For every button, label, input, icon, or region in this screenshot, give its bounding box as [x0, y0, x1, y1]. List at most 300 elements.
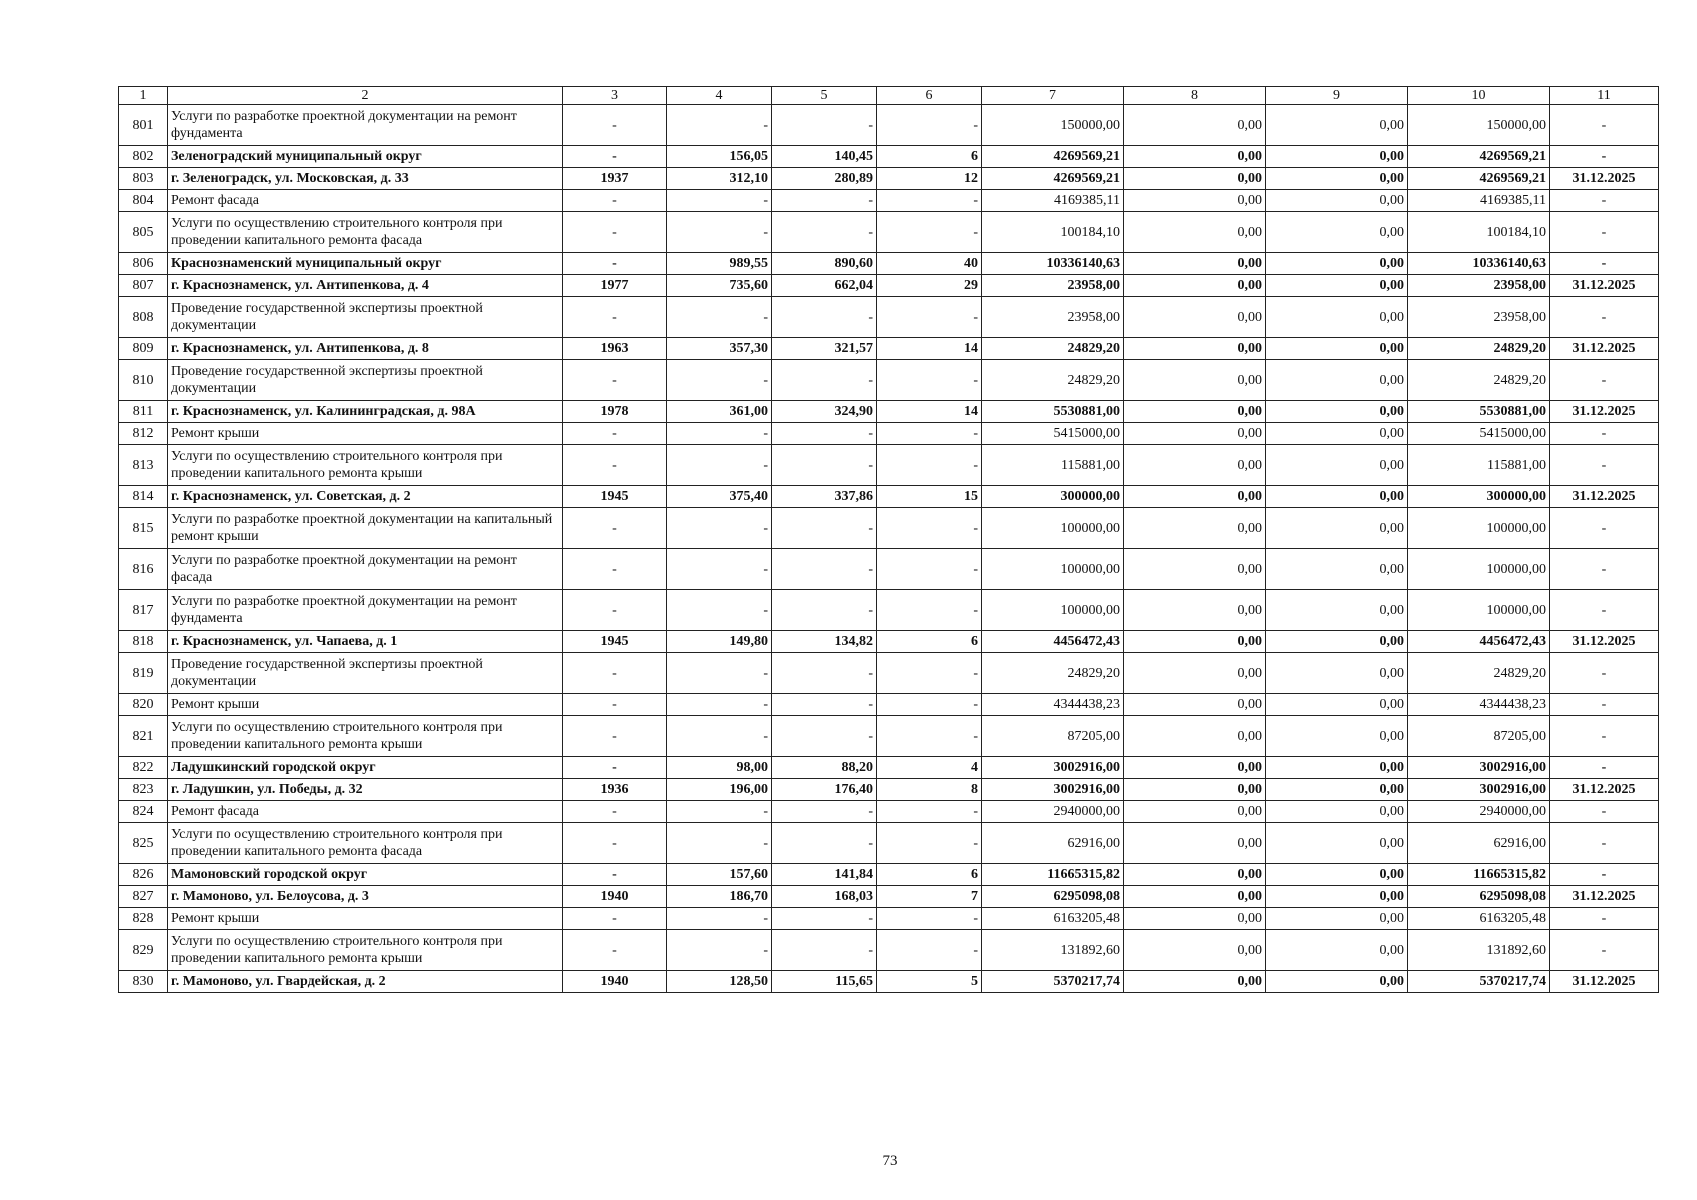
cell-col5: 176,40 [772, 779, 877, 801]
row-name: г. Ладушкин, ул. Победы, д. 32 [168, 779, 563, 801]
row-number: 827 [119, 886, 168, 908]
cell-col10: 2940000,00 [1408, 801, 1550, 823]
cell-col9: 0,00 [1266, 212, 1408, 253]
cell-deadline: 31.12.2025 [1550, 779, 1659, 801]
row-number: 821 [119, 716, 168, 757]
cell-col9: 0,00 [1266, 653, 1408, 694]
cell-col7: 5370217,74 [982, 971, 1124, 993]
row-number: 818 [119, 631, 168, 653]
cell-year: - [563, 146, 667, 168]
cell-col5: - [772, 823, 877, 864]
cell-col4: - [667, 694, 772, 716]
cell-deadline: - [1550, 253, 1659, 275]
cell-col10: 4456472,43 [1408, 631, 1550, 653]
cell-col9: 0,00 [1266, 549, 1408, 590]
cell-col6: - [877, 801, 982, 823]
cell-col5: - [772, 190, 877, 212]
row-number: 808 [119, 297, 168, 338]
cell-col10: 5370217,74 [1408, 971, 1550, 993]
row-number: 816 [119, 549, 168, 590]
cell-col10: 23958,00 [1408, 297, 1550, 338]
cell-col8: 0,00 [1124, 423, 1266, 445]
cell-col9: 0,00 [1266, 864, 1408, 886]
cell-col10: 6163205,48 [1408, 908, 1550, 930]
row-name: Услуги по осуществлению строительного контроля при проведении капитального ремонта крыши [168, 716, 563, 757]
cell-col8: 0,00 [1124, 908, 1266, 930]
cell-col7: 2940000,00 [982, 801, 1124, 823]
cell-year: - [563, 590, 667, 631]
cell-col10: 24829,20 [1408, 360, 1550, 401]
row-name: Ладушкинский городской округ [168, 757, 563, 779]
cell-col5: 88,20 [772, 757, 877, 779]
row-number: 826 [119, 864, 168, 886]
cell-deadline: - [1550, 590, 1659, 631]
cell-col6: - [877, 694, 982, 716]
cell-col8: 0,00 [1124, 275, 1266, 297]
cell-col7: 5415000,00 [982, 423, 1124, 445]
cell-col6: 5 [877, 971, 982, 993]
cell-year: 1963 [563, 338, 667, 360]
cell-col9: 0,00 [1266, 801, 1408, 823]
cell-year: - [563, 297, 667, 338]
row-number: 803 [119, 168, 168, 190]
cell-col5: - [772, 930, 877, 971]
cell-col8: 0,00 [1124, 864, 1266, 886]
cell-col7: 100000,00 [982, 590, 1124, 631]
row-number: 804 [119, 190, 168, 212]
cell-col6: - [877, 423, 982, 445]
cell-deadline: 31.12.2025 [1550, 338, 1659, 360]
cell-col7: 3002916,00 [982, 779, 1124, 801]
row-name: г. Краснознаменск, ул. Чапаева, д. 1 [168, 631, 563, 653]
cell-year: - [563, 930, 667, 971]
cell-col4: - [667, 549, 772, 590]
cell-col4: 156,05 [667, 146, 772, 168]
cell-col5: - [772, 360, 877, 401]
row-number: 809 [119, 338, 168, 360]
cell-deadline: 31.12.2025 [1550, 886, 1659, 908]
cell-col6: 6 [877, 864, 982, 886]
column-header: 1 [119, 87, 168, 105]
cell-col9: 0,00 [1266, 275, 1408, 297]
row-name: Услуги по осуществлению строительного контроля при проведении капитального ремонта фасада [168, 823, 563, 864]
cell-col9: 0,00 [1266, 168, 1408, 190]
cell-col7: 150000,00 [982, 105, 1124, 146]
cell-col7: 4269569,21 [982, 168, 1124, 190]
cell-col7: 24829,20 [982, 653, 1124, 694]
table-row [119, 508, 1659, 549]
row-number: 825 [119, 823, 168, 864]
cell-col10: 4269569,21 [1408, 168, 1550, 190]
cell-col4: - [667, 823, 772, 864]
cell-year: - [563, 864, 667, 886]
cell-col9: 0,00 [1266, 694, 1408, 716]
cell-col4: - [667, 508, 772, 549]
table-row [119, 757, 1659, 779]
cell-year: - [563, 508, 667, 549]
table-row [119, 864, 1659, 886]
cell-col7: 115881,00 [982, 445, 1124, 486]
cell-col10: 3002916,00 [1408, 757, 1550, 779]
row-name: Услуги по разработке проектной документации на ремонт фундамента [168, 590, 563, 631]
cell-year: - [563, 757, 667, 779]
row-name: г. Краснознаменск, ул. Антипенкова, д. 8 [168, 338, 563, 360]
cell-col10: 115881,00 [1408, 445, 1550, 486]
cell-deadline: - [1550, 360, 1659, 401]
row-name: Проведение государственной экспертизы проектной документации [168, 297, 563, 338]
row-name: Ремонт крыши [168, 908, 563, 930]
cell-col4: - [667, 908, 772, 930]
table-row [119, 338, 1659, 360]
cell-col10: 100000,00 [1408, 549, 1550, 590]
cell-col7: 24829,20 [982, 360, 1124, 401]
row-name: Услуги по осуществлению строительного контроля при проведении капитального ремонта крыши [168, 445, 563, 486]
cell-col4: 361,00 [667, 401, 772, 423]
cell-col7: 131892,60 [982, 930, 1124, 971]
table-row [119, 423, 1659, 445]
cell-col9: 0,00 [1266, 590, 1408, 631]
cell-col8: 0,00 [1124, 779, 1266, 801]
cell-col7: 87205,00 [982, 716, 1124, 757]
cell-col5: - [772, 653, 877, 694]
cell-col8: 0,00 [1124, 486, 1266, 508]
cell-col6: 14 [877, 338, 982, 360]
capital-repair-table [118, 86, 1659, 993]
cell-col10: 3002916,00 [1408, 779, 1550, 801]
row-number: 812 [119, 423, 168, 445]
cell-col5: - [772, 105, 877, 146]
cell-col4: - [667, 801, 772, 823]
table-row [119, 801, 1659, 823]
cell-col7: 6295098,08 [982, 886, 1124, 908]
cell-col6: - [877, 653, 982, 694]
cell-col7: 23958,00 [982, 275, 1124, 297]
cell-col10: 100000,00 [1408, 590, 1550, 631]
cell-year: - [563, 445, 667, 486]
cell-col9: 0,00 [1266, 908, 1408, 930]
cell-year: 1978 [563, 401, 667, 423]
cell-col10: 100000,00 [1408, 508, 1550, 549]
cell-col10: 6295098,08 [1408, 886, 1550, 908]
row-number: 817 [119, 590, 168, 631]
row-name: Краснознаменский муниципальный округ [168, 253, 563, 275]
cell-col8: 0,00 [1124, 823, 1266, 864]
cell-col6: 15 [877, 486, 982, 508]
table-row [119, 631, 1659, 653]
cell-col6: 4 [877, 757, 982, 779]
cell-deadline: - [1550, 653, 1659, 694]
cell-col6: - [877, 590, 982, 631]
cell-col8: 0,00 [1124, 401, 1266, 423]
row-name: г. Мамоново, ул. Гвардейская, д. 2 [168, 971, 563, 993]
table-row [119, 360, 1659, 401]
cell-deadline: - [1550, 549, 1659, 590]
row-name: г. Краснознаменск, ул. Советская, д. 2 [168, 486, 563, 508]
row-name: г. Мамоново, ул. Белоусова, д. 3 [168, 886, 563, 908]
cell-col10: 5415000,00 [1408, 423, 1550, 445]
cell-col9: 0,00 [1266, 716, 1408, 757]
cell-col4: - [667, 105, 772, 146]
cell-col10: 300000,00 [1408, 486, 1550, 508]
column-header: 2 [168, 87, 563, 105]
column-header: 6 [877, 87, 982, 105]
row-name: Мамоновский городской округ [168, 864, 563, 886]
cell-year: - [563, 549, 667, 590]
cell-col8: 0,00 [1124, 360, 1266, 401]
cell-col8: 0,00 [1124, 105, 1266, 146]
cell-col5: 168,03 [772, 886, 877, 908]
cell-col8: 0,00 [1124, 653, 1266, 694]
table-row [119, 823, 1659, 864]
cell-col10: 4169385,11 [1408, 190, 1550, 212]
row-number: 814 [119, 486, 168, 508]
cell-col4: - [667, 423, 772, 445]
cell-col10: 87205,00 [1408, 716, 1550, 757]
cell-col5: - [772, 801, 877, 823]
cell-col7: 5530881,00 [982, 401, 1124, 423]
table-row [119, 590, 1659, 631]
cell-col8: 0,00 [1124, 190, 1266, 212]
cell-col10: 62916,00 [1408, 823, 1550, 864]
cell-col8: 0,00 [1124, 253, 1266, 275]
cell-col7: 11665315,82 [982, 864, 1124, 886]
cell-col8: 0,00 [1124, 549, 1266, 590]
cell-col4: - [667, 190, 772, 212]
cell-col9: 0,00 [1266, 445, 1408, 486]
table-row [119, 549, 1659, 590]
cell-col4: 357,30 [667, 338, 772, 360]
cell-deadline: 31.12.2025 [1550, 631, 1659, 653]
cell-col7: 4169385,11 [982, 190, 1124, 212]
cell-col5: 140,45 [772, 146, 877, 168]
cell-col10: 131892,60 [1408, 930, 1550, 971]
cell-col4: 312,10 [667, 168, 772, 190]
cell-deadline: - [1550, 801, 1659, 823]
column-header: 7 [982, 87, 1124, 105]
row-number: 820 [119, 694, 168, 716]
cell-year: - [563, 801, 667, 823]
cell-col8: 0,00 [1124, 590, 1266, 631]
row-number: 829 [119, 930, 168, 971]
cell-col5: 115,65 [772, 971, 877, 993]
cell-year: - [563, 423, 667, 445]
table-row [119, 716, 1659, 757]
cell-col9: 0,00 [1266, 631, 1408, 653]
column-header: 9 [1266, 87, 1408, 105]
cell-col9: 0,00 [1266, 401, 1408, 423]
table-row [119, 297, 1659, 338]
cell-year: - [563, 105, 667, 146]
column-header: 11 [1550, 87, 1659, 105]
cell-col5: 662,04 [772, 275, 877, 297]
cell-col9: 0,00 [1266, 253, 1408, 275]
row-number: 815 [119, 508, 168, 549]
table-row [119, 190, 1659, 212]
cell-col6: 8 [877, 779, 982, 801]
cell-deadline: - [1550, 864, 1659, 886]
column-header: 3 [563, 87, 667, 105]
cell-col8: 0,00 [1124, 886, 1266, 908]
cell-year: 1940 [563, 886, 667, 908]
cell-col10: 4344438,23 [1408, 694, 1550, 716]
cell-col8: 0,00 [1124, 801, 1266, 823]
row-name: г. Краснознаменск, ул. Антипенкова, д. 4 [168, 275, 563, 297]
table-row [119, 146, 1659, 168]
cell-col5: - [772, 908, 877, 930]
row-name: Ремонт фасада [168, 801, 563, 823]
cell-col9: 0,00 [1266, 338, 1408, 360]
row-number: 810 [119, 360, 168, 401]
page-number: 73 [882, 1153, 898, 1169]
cell-deadline: - [1550, 146, 1659, 168]
cell-col9: 0,00 [1266, 486, 1408, 508]
cell-col10: 23958,00 [1408, 275, 1550, 297]
cell-col7: 4344438,23 [982, 694, 1124, 716]
cell-col5: 280,89 [772, 168, 877, 190]
table-row [119, 253, 1659, 275]
cell-col7: 6163205,48 [982, 908, 1124, 930]
cell-col6: - [877, 212, 982, 253]
cell-col10: 24829,20 [1408, 653, 1550, 694]
table-row [119, 694, 1659, 716]
cell-col9: 0,00 [1266, 297, 1408, 338]
row-name: г. Краснознаменск, ул. Калининградская, д. 98А [168, 401, 563, 423]
row-name: Зеленоградский муниципальный округ [168, 146, 563, 168]
row-number: 824 [119, 801, 168, 823]
cell-col6: - [877, 908, 982, 930]
cell-col6: - [877, 360, 982, 401]
cell-col5: 324,90 [772, 401, 877, 423]
table-row [119, 275, 1659, 297]
cell-col8: 0,00 [1124, 694, 1266, 716]
table-row [119, 486, 1659, 508]
cell-year: 1937 [563, 168, 667, 190]
row-number: 830 [119, 971, 168, 993]
column-header: 10 [1408, 87, 1550, 105]
cell-col4: 196,00 [667, 779, 772, 801]
row-number: 806 [119, 253, 168, 275]
cell-col5: - [772, 297, 877, 338]
cell-deadline: - [1550, 694, 1659, 716]
cell-col6: - [877, 716, 982, 757]
cell-year: - [563, 823, 667, 864]
cell-deadline: - [1550, 190, 1659, 212]
cell-col8: 0,00 [1124, 930, 1266, 971]
cell-col8: 0,00 [1124, 631, 1266, 653]
table-row [119, 401, 1659, 423]
column-header: 4 [667, 87, 772, 105]
cell-year: - [563, 716, 667, 757]
cell-col10: 24829,20 [1408, 338, 1550, 360]
cell-col6: 12 [877, 168, 982, 190]
cell-deadline: - [1550, 908, 1659, 930]
cell-col4: 128,50 [667, 971, 772, 993]
row-number: 802 [119, 146, 168, 168]
cell-col9: 0,00 [1266, 190, 1408, 212]
row-name: Проведение государственной экспертизы проектной документации [168, 360, 563, 401]
cell-col4: - [667, 445, 772, 486]
cell-col4: 735,60 [667, 275, 772, 297]
cell-col8: 0,00 [1124, 757, 1266, 779]
table-row [119, 779, 1659, 801]
cell-col5: - [772, 590, 877, 631]
cell-col8: 0,00 [1124, 212, 1266, 253]
cell-col9: 0,00 [1266, 971, 1408, 993]
cell-col6: - [877, 823, 982, 864]
table-row [119, 445, 1659, 486]
cell-col4: - [667, 297, 772, 338]
row-number: 807 [119, 275, 168, 297]
cell-year: - [563, 653, 667, 694]
cell-deadline: 31.12.2025 [1550, 486, 1659, 508]
cell-deadline: - [1550, 423, 1659, 445]
cell-year: 1945 [563, 631, 667, 653]
row-name: г. Зеленоградск, ул. Московская, д. 33 [168, 168, 563, 190]
cell-col7: 4269569,21 [982, 146, 1124, 168]
row-number: 813 [119, 445, 168, 486]
cell-year: - [563, 694, 667, 716]
cell-col5: - [772, 716, 877, 757]
cell-col6: 29 [877, 275, 982, 297]
cell-col10: 100184,10 [1408, 212, 1550, 253]
cell-deadline: 31.12.2025 [1550, 275, 1659, 297]
cell-col10: 10336140,63 [1408, 253, 1550, 275]
cell-deadline: - [1550, 212, 1659, 253]
row-name: Услуги по осуществлению строительного контроля при проведении капитального ремонта фасада [168, 212, 563, 253]
cell-col10: 5530881,00 [1408, 401, 1550, 423]
column-header: 5 [772, 87, 877, 105]
cell-col4: 157,60 [667, 864, 772, 886]
cell-col6: - [877, 105, 982, 146]
row-number: 823 [119, 779, 168, 801]
cell-deadline: 31.12.2025 [1550, 168, 1659, 190]
cell-col8: 0,00 [1124, 146, 1266, 168]
row-number: 822 [119, 757, 168, 779]
row-name: Ремонт фасада [168, 190, 563, 212]
cell-col8: 0,00 [1124, 338, 1266, 360]
cell-col7: 62916,00 [982, 823, 1124, 864]
cell-col4: - [667, 360, 772, 401]
cell-col6: 40 [877, 253, 982, 275]
cell-col5: - [772, 508, 877, 549]
cell-col9: 0,00 [1266, 779, 1408, 801]
cell-col5: 337,86 [772, 486, 877, 508]
cell-year: 1940 [563, 971, 667, 993]
cell-deadline: 31.12.2025 [1550, 401, 1659, 423]
row-number: 805 [119, 212, 168, 253]
cell-col5: - [772, 445, 877, 486]
cell-year: - [563, 190, 667, 212]
cell-col5: 321,57 [772, 338, 877, 360]
cell-col9: 0,00 [1266, 886, 1408, 908]
row-number: 828 [119, 908, 168, 930]
cell-col6: - [877, 930, 982, 971]
table-row [119, 908, 1659, 930]
cell-col7: 300000,00 [982, 486, 1124, 508]
cell-col9: 0,00 [1266, 360, 1408, 401]
column-number-row [119, 87, 1659, 105]
cell-col5: - [772, 694, 877, 716]
cell-col9: 0,00 [1266, 146, 1408, 168]
cell-col8: 0,00 [1124, 716, 1266, 757]
cell-col9: 0,00 [1266, 757, 1408, 779]
cell-col7: 100000,00 [982, 508, 1124, 549]
row-name: Ремонт крыши [168, 694, 563, 716]
cell-col8: 0,00 [1124, 297, 1266, 338]
cell-col6: 14 [877, 401, 982, 423]
cell-deadline: - [1550, 445, 1659, 486]
cell-col5: - [772, 423, 877, 445]
